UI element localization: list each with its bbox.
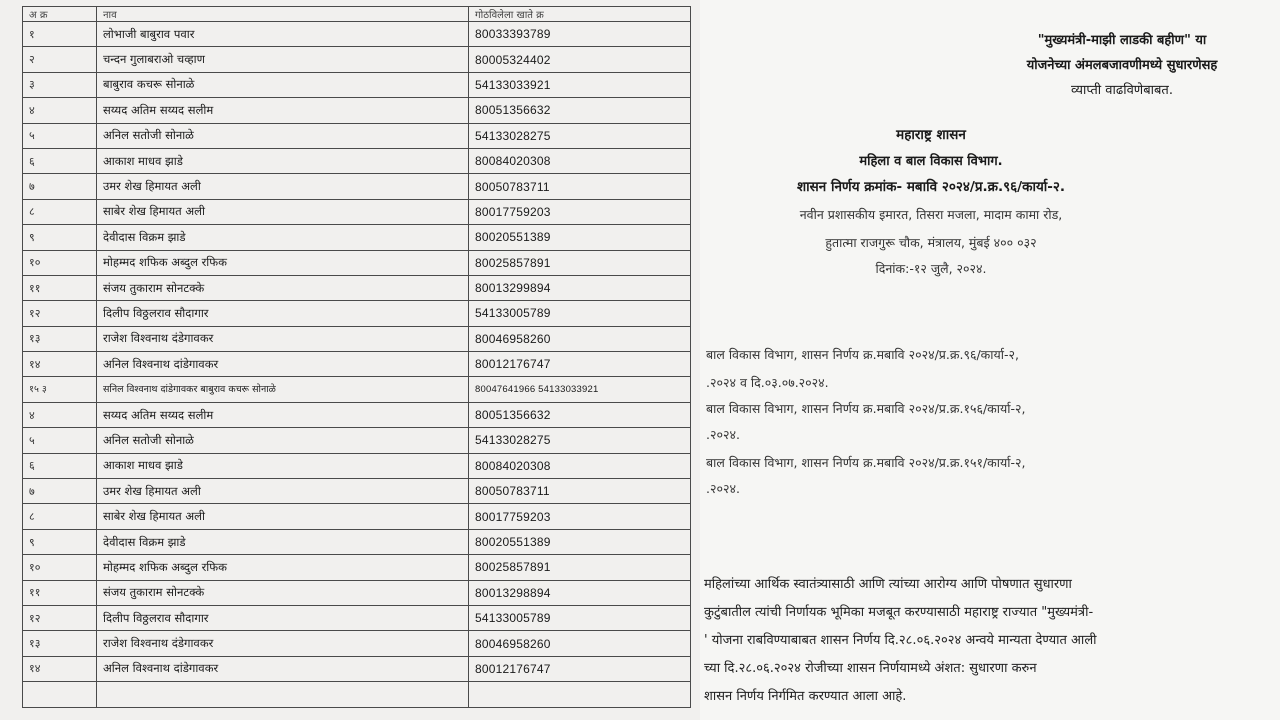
serial-cell: ११ <box>23 580 97 605</box>
table-body <box>23 22 691 708</box>
table-row <box>23 656 691 681</box>
name-cell: राजेश विश्वनाथ दंडेगावकर <box>97 631 469 656</box>
serial-cell <box>23 682 97 707</box>
name-cell: मोहम्मद शफिक अब्दुल रफिक <box>97 250 469 275</box>
serial-cell: १३ <box>23 631 97 656</box>
subject-line: व्याप्ती वाढविणेबाबत. <box>1071 83 1173 98</box>
serial-cell: १५ ३ <box>23 377 97 402</box>
table-row <box>23 225 691 250</box>
col-header-account: गोठविलेला खाते क्र <box>469 7 691 22</box>
table-row <box>23 479 691 504</box>
account-cell <box>469 682 691 707</box>
account-cell: 80020551389 <box>469 225 691 250</box>
gr-date: दिनांक:-१२ जुलै, २०२४. <box>875 261 987 276</box>
account-cell: 80050783711 <box>469 479 691 504</box>
reference-line: बाल विकास विभाग, शासन निर्णय क्र.मबावि २०२४/प्र.क्र.१५१/कार्या-२, <box>706 455 1026 470</box>
serial-cell: २ <box>23 47 97 72</box>
table-row <box>23 326 691 351</box>
subject-line: "मुख्यमंत्री-माझी लाडकी बहीण" या <box>1037 33 1207 48</box>
table-row <box>23 504 691 529</box>
account-cell: 54133028275 <box>469 428 691 453</box>
body-paragraph-line: शासन निर्णय निर्गमित करण्यात आला आहे. <box>704 689 907 704</box>
serial-cell: ९ <box>23 225 97 250</box>
name-cell: संजय तुकाराम सोनटक्के <box>97 275 469 300</box>
col-header-name: नाव <box>97 7 469 22</box>
table-row <box>23 631 691 656</box>
serial-cell: १४ <box>23 352 97 377</box>
account-cell: 80013299894 <box>469 275 691 300</box>
account-cell: 80013298894 <box>469 580 691 605</box>
serial-cell: १ <box>23 22 97 47</box>
serial-cell: ६ <box>23 453 97 478</box>
table-row <box>23 352 691 377</box>
name-cell: साबेर शेख हिमायत अली <box>97 504 469 529</box>
table-row <box>23 47 691 72</box>
table-row <box>23 98 691 123</box>
body-paragraph-line: च्या दि.२८.०६.२०२४ रोजीच्या शासन निर्णयामध्ये अंशत: सुधारणा करुन <box>704 661 1037 676</box>
account-cell: 80051356632 <box>469 98 691 123</box>
serial-cell: १३ <box>23 326 97 351</box>
table-row <box>23 22 691 47</box>
name-cell: सनिल विश्वनाथ दांडेगावकर बाबुराव कचरू सोनाळे <box>97 377 469 402</box>
reference-line: .२०२४. <box>706 427 740 442</box>
serial-cell: ७ <box>23 174 97 199</box>
account-cell: 80046958260 <box>469 326 691 351</box>
serial-cell: ७ <box>23 479 97 504</box>
account-cell: 80084020308 <box>469 148 691 173</box>
table-row <box>23 174 691 199</box>
table-row <box>23 275 691 300</box>
serial-cell: ९ <box>23 529 97 554</box>
serial-cell: १० <box>23 555 97 580</box>
name-cell: आकाश माधव झाडे <box>97 453 469 478</box>
account-cell: 80017759203 <box>469 199 691 224</box>
account-cell: 80051356632 <box>469 402 691 427</box>
table-row <box>23 250 691 275</box>
table-header-row <box>23 7 691 22</box>
account-cell: 80033393789 <box>469 22 691 47</box>
serial-cell: १० <box>23 250 97 275</box>
name-cell: देवीदास विक्रम झाडे <box>97 225 469 250</box>
serial-cell: १४ <box>23 656 97 681</box>
table-row <box>23 301 691 326</box>
name-cell: उमर शेख हिमायत अली <box>97 479 469 504</box>
name-cell: आकाश माधव झाडे <box>97 148 469 173</box>
gr-subject <box>972 28 1272 103</box>
name-cell: अनिल विश्वनाथ दांडेगावकर <box>97 352 469 377</box>
table-row <box>23 377 691 402</box>
account-cell: 54133005789 <box>469 301 691 326</box>
account-cell: 80025857891 <box>469 555 691 580</box>
government-name: महाराष्ट्र शासन <box>896 127 966 143</box>
address-line: हुतात्मा राजगुरू चौक, मंत्रालय, मुंबई ४०० ०३२ <box>825 235 1037 250</box>
name-cell: राजेश विश्वनाथ दंडेगावकर <box>97 326 469 351</box>
name-cell <box>97 682 469 707</box>
name-cell: चन्दन गुलाबराओ चव्हाण <box>97 47 469 72</box>
account-cell: 80046958260 <box>469 631 691 656</box>
serial-cell: ५ <box>23 123 97 148</box>
serial-cell: ४ <box>23 98 97 123</box>
department-name: महिला व बाल विकास विभाग. <box>859 154 1003 169</box>
body-paragraph-line: ' योजना राबविण्याबाबत शासन निर्णय दि.२८.०६.२०२४ अन्वये मान्यता देण्यात आली <box>704 633 1097 648</box>
table-row <box>23 453 691 478</box>
account-cell: 54133005789 <box>469 605 691 630</box>
account-cell: 80047641966 54133033921 <box>469 377 691 402</box>
table-row <box>23 580 691 605</box>
gr-number: शासन निर्णय क्रमांक- मबावि २०२४/प्र.क्र.९६/कार्या-२. <box>796 179 1066 195</box>
table-row <box>23 72 691 97</box>
name-cell: अनिल सतोजी सोनाळे <box>97 428 469 453</box>
table-row <box>23 148 691 173</box>
name-cell: अनिल सतोजी सोनाळे <box>97 123 469 148</box>
name-cell: मोहम्मद शफिक अब्दुल रफिक <box>97 555 469 580</box>
table-row <box>23 428 691 453</box>
serial-cell: १२ <box>23 605 97 630</box>
name-cell: संजय तुकाराम सोनटक्के <box>97 580 469 605</box>
table-row <box>23 199 691 224</box>
name-cell: सय्यद अतिम सय्यद सलीम <box>97 402 469 427</box>
table-row <box>23 123 691 148</box>
body-paragraph-line: कुटुंबातील त्यांची निर्णायक भूमिका मजबूत करण्यासाठी महाराष्ट्र राज्यात "मुख्यमंत्री- <box>704 605 1094 620</box>
serial-cell: ३ <box>23 72 97 97</box>
account-cell: 80012176747 <box>469 352 691 377</box>
serial-cell: ८ <box>23 504 97 529</box>
account-cell: 80050783711 <box>469 174 691 199</box>
serial-cell: ११ <box>23 275 97 300</box>
account-cell: 80017759203 <box>469 504 691 529</box>
reference-line: बाल विकास विभाग, शासन निर्णय क्र.मबावि २०२४/प्र.क्र.९६/कार्या-२, <box>706 347 1019 362</box>
table-row <box>23 402 691 427</box>
table-row <box>23 529 691 554</box>
account-cell: 80084020308 <box>469 453 691 478</box>
name-cell: साबेर शेख हिमायत अली <box>97 199 469 224</box>
name-cell: बाबुराव कचरू सोनाळे <box>97 72 469 97</box>
name-cell: देवीदास विक्रम झाडे <box>97 529 469 554</box>
subject-line: योजनेच्या अंमलबजावणीमध्ये सुधारणेसह <box>1026 58 1218 73</box>
name-cell: सय्यद अतिम सय्यद सलीम <box>97 98 469 123</box>
reference-line: .२०२४ व दि.०३.०७.२०२४. <box>706 375 829 390</box>
serial-cell: ८ <box>23 199 97 224</box>
account-cell: 54133028275 <box>469 123 691 148</box>
frozen-accounts-table <box>22 6 691 708</box>
account-cell: 54133033921 <box>469 72 691 97</box>
serial-cell: ५ <box>23 428 97 453</box>
name-cell: दिलीप विठ्ठलराव सौदागार <box>97 301 469 326</box>
table-row <box>23 555 691 580</box>
account-cell: 80025857891 <box>469 250 691 275</box>
name-cell: दिलीप विठ्ठलराव सौदागार <box>97 605 469 630</box>
table-row <box>23 605 691 630</box>
serial-cell: ४ <box>23 402 97 427</box>
serial-cell: ६ <box>23 148 97 173</box>
name-cell: अनिल विश्वनाथ दांडेगावकर <box>97 656 469 681</box>
account-cell: 80005324402 <box>469 47 691 72</box>
name-cell: उमर शेख हिमायत अली <box>97 174 469 199</box>
table-row <box>23 682 691 707</box>
serial-cell: १२ <box>23 301 97 326</box>
address-line: नवीन प्रशासकीय इमारत, तिसरा मजला, मादाम कामा रोड, <box>799 207 1063 222</box>
government-resolution-page <box>700 0 1280 720</box>
col-header-serial: अ क्र <box>23 7 97 22</box>
reference-line: बाल विकास विभाग, शासन निर्णय क्र.मबावि २०२४/प्र.क्र.१५६/कार्या-२, <box>706 401 1026 416</box>
account-cell: 80012176747 <box>469 656 691 681</box>
reference-line: .२०२४. <box>706 481 740 496</box>
name-cell: लोभाजी बाबुराव पवार <box>97 22 469 47</box>
account-cell: 80020551389 <box>469 529 691 554</box>
body-paragraph-line: महिलांच्या आर्थिक स्वातंत्र्यासाठी आणि त्यांच्या आरोग्य आणि पोषणात सुधारणा <box>704 577 1072 592</box>
